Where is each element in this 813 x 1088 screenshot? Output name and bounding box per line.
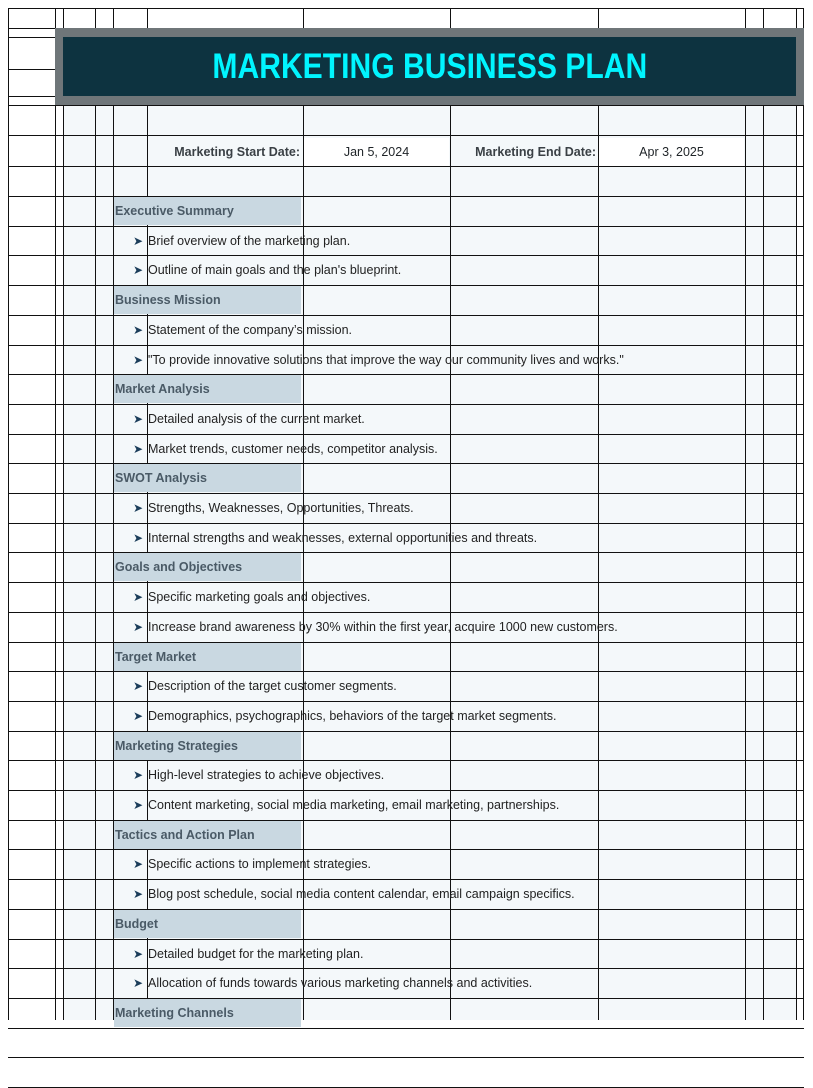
arrow-bullet-icon: ➤ <box>132 234 144 248</box>
row-divider <box>8 8 804 9</box>
section-header: SWOT Analysis <box>114 464 301 492</box>
row-divider <box>8 226 804 227</box>
arrow-bullet-icon: ➤ <box>132 531 144 545</box>
column-divider <box>796 8 797 1020</box>
section-item[interactable]: Detailed analysis of the current market. <box>148 412 365 426</box>
end-date-value[interactable]: Apr 3, 2025 <box>599 138 744 166</box>
arrow-bullet-icon: ➤ <box>132 679 144 693</box>
column-divider <box>803 8 804 1020</box>
row-divider <box>8 105 804 106</box>
section-item[interactable]: High-level strategies to achieve objectives. <box>148 768 385 782</box>
start-date-value[interactable]: Jan 5, 2024 <box>304 138 449 166</box>
column-divider <box>8 8 9 1020</box>
row-divider <box>8 671 804 672</box>
arrow-bullet-icon: ➤ <box>132 263 144 277</box>
section-item[interactable]: Detailed budget for the marketing plan. <box>148 947 364 961</box>
section-header: Market Analysis <box>114 375 301 403</box>
arrow-bullet-icon: ➤ <box>132 798 144 812</box>
arrow-bullet-icon: ➤ <box>132 412 144 426</box>
section-item[interactable]: Allocation of funds towards various marketing channels and activities. <box>148 976 533 990</box>
arrow-bullet-icon: ➤ <box>132 442 144 456</box>
row-divider <box>8 315 804 316</box>
row-divider <box>8 582 804 583</box>
section-item[interactable]: Internal strengths and weaknesses, external opportunities and threats. <box>148 531 538 545</box>
section-item[interactable]: Market trends, customer needs, competitor analysis. <box>148 442 438 456</box>
section-header: Budget <box>114 910 301 938</box>
column-divider <box>95 8 96 1020</box>
row-divider <box>8 404 804 405</box>
end-date-label: Marketing End Date: <box>475 145 596 159</box>
section-header: Business Mission <box>114 286 301 314</box>
arrow-bullet-icon: ➤ <box>132 709 144 723</box>
section-item[interactable]: Outline of main goals and the plan's blueprint. <box>148 263 402 277</box>
arrow-bullet-icon: ➤ <box>132 976 144 990</box>
arrow-bullet-icon: ➤ <box>132 857 144 871</box>
arrow-bullet-icon: ➤ <box>132 353 144 367</box>
arrow-bullet-icon: ➤ <box>132 323 144 337</box>
section-item[interactable]: Content marketing, social media marketing, email marketing, partnerships. <box>148 798 560 812</box>
arrow-bullet-icon: ➤ <box>132 768 144 782</box>
section-item[interactable]: Brief overview of the marketing plan. <box>148 234 351 248</box>
section-header: Tactics and Action Plan <box>114 821 301 849</box>
section-header: Marketing Strategies <box>114 732 301 760</box>
arrow-bullet-icon: ➤ <box>132 501 144 515</box>
section-header: Executive Summary <box>114 197 301 225</box>
arrow-bullet-icon: ➤ <box>132 887 144 901</box>
section-header: Marketing Channels <box>114 999 301 1027</box>
column-divider <box>55 8 56 1020</box>
column-divider <box>113 8 114 1020</box>
row-divider <box>8 760 804 761</box>
start-date-label: Marketing Start Date: <box>174 145 300 159</box>
section-item[interactable]: Demographics, psychographics, behaviors of the target market segments. <box>148 709 557 723</box>
arrow-bullet-icon: ➤ <box>132 620 144 634</box>
section-item[interactable]: Statement of the company’s mission. <box>148 323 353 337</box>
section-header: Target Market <box>114 643 301 671</box>
row-divider <box>8 255 804 256</box>
section-item[interactable]: Specific actions to implement strategies. <box>148 857 372 871</box>
row-divider <box>8 939 804 940</box>
section-item[interactable]: "To provide innovative solutions that improve the way our community lives and works." <box>148 353 624 367</box>
title-banner[interactable] <box>63 37 796 96</box>
row-divider <box>8 1057 804 1058</box>
column-divider <box>763 8 764 1020</box>
page-title: MARKETING BUSINESS PLAN <box>212 46 647 86</box>
section-header: Goals and Objectives <box>114 553 301 581</box>
row-divider <box>8 849 804 850</box>
arrow-bullet-icon: ➤ <box>132 590 144 604</box>
column-divider <box>63 8 64 1020</box>
section-item[interactable]: Blog post schedule, social media content calendar, email campaign specifics. <box>148 887 575 901</box>
section-item[interactable]: Strengths, Weaknesses, Opportunities, Threats. <box>148 501 414 515</box>
row-divider <box>8 1028 804 1029</box>
section-item[interactable]: Specific marketing goals and objectives. <box>148 590 371 604</box>
row-divider <box>8 166 804 167</box>
section-item[interactable]: Increase brand awareness by 30% within the first year, acquire 1000 new customers. <box>148 620 618 634</box>
section-item[interactable]: Description of the target customer segments. <box>148 679 397 693</box>
row-divider <box>8 135 804 136</box>
column-divider <box>745 8 746 1020</box>
arrow-bullet-icon: ➤ <box>132 947 144 961</box>
